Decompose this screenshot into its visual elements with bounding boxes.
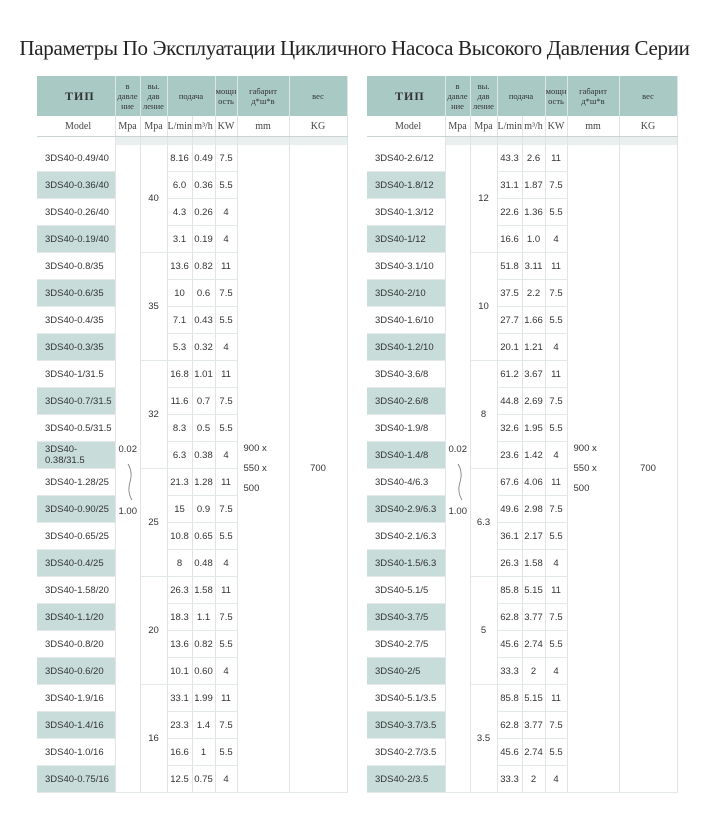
power-cell: 11 — [215, 577, 237, 604]
unit-mm: mm — [237, 116, 289, 137]
power-cell: 5.5 — [545, 523, 567, 550]
flow-m3h-cell: 0.19 — [192, 226, 215, 253]
outlet-pressure-cell: 10 — [470, 253, 497, 361]
inlet-pressure-cell — [115, 145, 140, 793]
power-cell: 7.5 — [215, 712, 237, 739]
col-header-power: мощн ость — [545, 76, 567, 116]
power-cell: 7.5 — [545, 496, 567, 523]
model-cell: 3DS40-0.38/31.5 — [37, 442, 115, 469]
model-cell: 3DS40-0.19/40 — [37, 226, 115, 253]
flow-m3h-cell: 2.17 — [522, 523, 545, 550]
flow-lmin-cell: 37.5 — [497, 280, 522, 307]
flow-m3h-cell: 1.1 — [192, 604, 215, 631]
flow-lmin-cell: 33.3 — [497, 658, 522, 685]
flow-m3h-cell: 0.26 — [192, 199, 215, 226]
model-cell: 3DS40-1/12 — [367, 226, 445, 253]
col-header-weight: вес — [289, 76, 347, 116]
flow-lmin-cell: 3.1 — [167, 226, 192, 253]
power-cell: 4 — [545, 334, 567, 361]
model-cell: 3DS40-3.1/10 — [367, 253, 445, 280]
dimensions-cell — [567, 145, 619, 793]
flow-m3h-cell: 0.38 — [192, 442, 215, 469]
flow-lmin-cell: 43.3 — [497, 145, 522, 172]
model-cell: 3DS40-5.1/5 — [367, 577, 445, 604]
flow-lmin-cell: 4.3 — [167, 199, 192, 226]
power-cell: 4 — [215, 442, 237, 469]
flow-m3h-cell: 0.36 — [192, 172, 215, 199]
flow-m3h-cell: 3.11 — [522, 253, 545, 280]
unit-mm: mm — [567, 116, 619, 137]
flow-m3h-cell: 5.15 — [522, 577, 545, 604]
model-cell: 3DS40-1.9/8 — [367, 415, 445, 442]
unit-row — [37, 116, 347, 137]
model-cell: 3DS40-1.4/8 — [367, 442, 445, 469]
col-header-inlet-pressure: в давле ние — [115, 76, 140, 116]
flow-lmin-cell: 36.1 — [497, 523, 522, 550]
power-cell: 4 — [215, 766, 237, 793]
flow-lmin-cell: 85.8 — [497, 577, 522, 604]
flow-lmin-cell: 26.3 — [497, 550, 522, 577]
pressure-min: 0.02 — [118, 443, 137, 455]
flow-lmin-cell: 45.6 — [497, 739, 522, 766]
power-cell: 7.5 — [545, 712, 567, 739]
flow-m3h-cell: 1.99 — [192, 685, 215, 712]
flow-lmin-cell: 18.3 — [167, 604, 192, 631]
power-cell: 5.5 — [215, 307, 237, 334]
flow-m3h-cell: 2 — [522, 658, 545, 685]
model-cell: 3DS40-1.5/6.3 — [367, 550, 445, 577]
model-cell: 3DS40-1.8/12 — [367, 172, 445, 199]
flow-m3h-cell: 4.06 — [522, 469, 545, 496]
col-header-weight: вес — [619, 76, 677, 116]
model-cell: 3DS40-1.4/16 — [37, 712, 115, 739]
flow-lmin-cell: 8.3 — [167, 415, 192, 442]
model-cell: 3DS40-0.4/25 — [37, 550, 115, 577]
power-cell: 4 — [545, 766, 567, 793]
model-cell: 3DS40-2.6/8 — [367, 388, 445, 415]
model-cell: 3DS40-1.28/25 — [37, 469, 115, 496]
power-cell: 11 — [545, 577, 567, 604]
unit-mpa: Mpa — [115, 116, 140, 137]
col-header-tip: ТИП — [367, 76, 445, 116]
power-cell: 4 — [215, 658, 237, 685]
flow-m3h-cell: 0.65 — [192, 523, 215, 550]
unit-model: Model — [367, 116, 445, 137]
flow-lmin-cell: 62.8 — [497, 604, 522, 631]
power-cell: 4 — [545, 658, 567, 685]
outlet-pressure-cell: 6.3 — [470, 469, 497, 577]
power-cell: 4 — [215, 334, 237, 361]
model-cell: 3DS40-0.6/35 — [37, 280, 115, 307]
range-brace-icon — [126, 462, 134, 502]
col-header-flow: подача — [167, 76, 215, 116]
pressure-max: 1.00 — [118, 505, 137, 517]
model-cell: 3DS40-0.4/35 — [37, 307, 115, 334]
power-cell: 4 — [215, 226, 237, 253]
flow-m3h-cell: 0.5 — [192, 415, 215, 442]
model-cell: 3DS40-1.6/10 — [367, 307, 445, 334]
unit-kg: KG — [289, 116, 347, 137]
outlet-pressure-cell: 5 — [470, 577, 497, 685]
flow-m3h-cell: 2.74 — [522, 631, 545, 658]
spacer-row — [367, 137, 677, 146]
model-cell: 3DS40-1.3/12 — [367, 199, 445, 226]
unit-mpa: Mpa — [445, 116, 470, 137]
model-cell: 3DS40-0.5/31.5 — [37, 415, 115, 442]
flow-lmin-cell: 20.1 — [497, 334, 522, 361]
table-row — [37, 145, 347, 172]
flow-m3h-cell: 3.77 — [522, 604, 545, 631]
unit-m3h: m³/h — [192, 116, 215, 137]
flow-lmin-cell: 44.8 — [497, 388, 522, 415]
flow-m3h-cell: 0.48 — [192, 550, 215, 577]
power-cell: 11 — [545, 253, 567, 280]
col-header-outlet-pressure: вы. дав ление — [140, 76, 167, 116]
unit-lmin: L/min — [497, 116, 522, 137]
weight-cell: 700 — [289, 145, 347, 793]
dimensions-line: 500 — [573, 482, 590, 494]
power-cell: 5.5 — [545, 739, 567, 766]
flow-m3h-cell: 0.82 — [192, 253, 215, 280]
col-header-dimensions: габарит д*ш*в — [567, 76, 619, 116]
flow-lmin-cell: 15 — [167, 496, 192, 523]
unit-kw: KW — [545, 116, 567, 137]
model-cell: 3DS40-0.8/35 — [37, 253, 115, 280]
power-cell: 7.5 — [545, 604, 567, 631]
flow-lmin-cell: 12.5 — [167, 766, 192, 793]
col-header-power: мощн ость — [215, 76, 237, 116]
power-cell: 5.5 — [215, 523, 237, 550]
outlet-pressure-cell: 40 — [140, 145, 167, 253]
col-header-inlet-pressure: в давле ние — [445, 76, 470, 116]
model-cell: 3DS40-0.36/40 — [37, 172, 115, 199]
flow-m3h-cell: 0.82 — [192, 631, 215, 658]
power-cell: 5.5 — [545, 631, 567, 658]
flow-lmin-cell: 85.8 — [497, 685, 522, 712]
model-cell: 3DS40-1.1/20 — [37, 604, 115, 631]
model-cell: 3DS40-0.75/16 — [37, 766, 115, 793]
flow-lmin-cell: 23.6 — [497, 442, 522, 469]
flow-m3h-cell: 1 — [192, 739, 215, 766]
model-cell: 3DS40-2/10 — [367, 280, 445, 307]
outlet-pressure-cell: 12 — [470, 145, 497, 253]
model-cell: 3DS40-5.1/3.5 — [367, 685, 445, 712]
power-cell: 5.5 — [215, 631, 237, 658]
flow-lmin-cell: 32.6 — [497, 415, 522, 442]
flow-lmin-cell: 8.16 — [167, 145, 192, 172]
flow-m3h-cell: 0.32 — [192, 334, 215, 361]
flow-lmin-cell: 62.8 — [497, 712, 522, 739]
power-cell: 11 — [545, 361, 567, 388]
dimensions-cell — [237, 145, 289, 793]
flow-m3h-cell: 1.01 — [192, 361, 215, 388]
flow-m3h-cell: 3.67 — [522, 361, 545, 388]
flow-lmin-cell: 6.0 — [167, 172, 192, 199]
outlet-pressure-cell: 8 — [470, 361, 497, 469]
range-brace-icon — [456, 462, 464, 502]
model-cell: 3DS40-0.49/40 — [37, 145, 115, 172]
flow-lmin-cell: 26.3 — [167, 577, 192, 604]
model-cell: 3DS40-2.9/6.3 — [367, 496, 445, 523]
power-cell: 5.5 — [215, 739, 237, 766]
col-header-dimensions: габарит д*ш*в — [237, 76, 289, 116]
dimensions-line: 550 x — [573, 462, 597, 474]
unit-row — [367, 116, 677, 137]
power-cell: 11 — [215, 361, 237, 388]
model-cell: 3DS40-3.7/3.5 — [367, 712, 445, 739]
power-cell: 7.5 — [215, 496, 237, 523]
flow-lmin-cell: 13.6 — [167, 631, 192, 658]
model-cell: 3DS40-1.58/20 — [37, 577, 115, 604]
model-cell: 3DS40-3.7/5 — [367, 604, 445, 631]
unit-kw: KW — [215, 116, 237, 137]
unit-mpa: Mpa — [140, 116, 167, 137]
flow-lmin-cell: 8 — [167, 550, 192, 577]
power-cell: 7.5 — [215, 145, 237, 172]
dimensions-line: 900 x — [243, 442, 267, 454]
flow-m3h-cell: 1.36 — [522, 199, 545, 226]
flow-lmin-cell: 67.6 — [497, 469, 522, 496]
outlet-pressure-cell: 20 — [140, 577, 167, 685]
spec-table — [367, 76, 678, 793]
flow-m3h-cell: 1.42 — [522, 442, 545, 469]
col-header-outlet-pressure: вы. дав ление — [470, 76, 497, 116]
flow-m3h-cell: 3.77 — [522, 712, 545, 739]
power-cell: 11 — [215, 253, 237, 280]
flow-lmin-cell: 49.6 — [497, 496, 522, 523]
flow-lmin-cell: 23.3 — [167, 712, 192, 739]
power-cell: 7.5 — [215, 280, 237, 307]
power-cell: 4 — [215, 199, 237, 226]
flow-lmin-cell: 51.8 — [497, 253, 522, 280]
outlet-pressure-cell: 25 — [140, 469, 167, 577]
flow-m3h-cell: 0.49 — [192, 145, 215, 172]
flow-lmin-cell: 27.7 — [497, 307, 522, 334]
flow-lmin-cell: 5.3 — [167, 334, 192, 361]
flow-lmin-cell: 10.1 — [167, 658, 192, 685]
flow-lmin-cell: 11.6 — [167, 388, 192, 415]
flow-m3h-cell: 2.6 — [522, 145, 545, 172]
model-cell: 3DS40-2/5 — [367, 658, 445, 685]
model-cell: 3DS40-2.6/12 — [367, 145, 445, 172]
model-cell: 3DS40-0.26/40 — [37, 199, 115, 226]
model-cell: 3DS40-0.7/31.5 — [37, 388, 115, 415]
flow-m3h-cell: 0.7 — [192, 388, 215, 415]
power-cell: 11 — [545, 145, 567, 172]
model-cell: 3DS40-2/3.5 — [367, 766, 445, 793]
flow-lmin-cell: 21.3 — [167, 469, 192, 496]
flow-lmin-cell: 45.6 — [497, 631, 522, 658]
header-row — [37, 76, 347, 116]
power-cell: 4 — [545, 442, 567, 469]
power-cell: 4 — [545, 550, 567, 577]
power-cell: 7.5 — [545, 388, 567, 415]
unit-kg: KG — [619, 116, 677, 137]
outlet-pressure-cell: 16 — [140, 685, 167, 793]
power-cell: 5.5 — [545, 415, 567, 442]
flow-m3h-cell: 1.4 — [192, 712, 215, 739]
pressure-min: 0.02 — [448, 443, 467, 455]
flow-lmin-cell: 16.6 — [497, 226, 522, 253]
flow-m3h-cell: 0.60 — [192, 658, 215, 685]
flow-m3h-cell: 2.69 — [522, 388, 545, 415]
flow-m3h-cell: 1.87 — [522, 172, 545, 199]
right-spec-table — [367, 76, 677, 793]
unit-model: Model — [37, 116, 115, 137]
flow-m3h-cell: 1.95 — [522, 415, 545, 442]
col-header-tip: ТИП — [37, 76, 115, 116]
power-cell: 4 — [545, 226, 567, 253]
flow-m3h-cell: 2.2 — [522, 280, 545, 307]
col-header-flow: подача — [497, 76, 545, 116]
power-cell: 7.5 — [215, 604, 237, 631]
model-cell: 3DS40-1.2/10 — [367, 334, 445, 361]
outlet-pressure-cell: 3.5 — [470, 685, 497, 793]
pressure-max: 1.00 — [448, 505, 467, 517]
unit-lmin: L/min — [167, 116, 192, 137]
table-row — [367, 145, 677, 172]
dimensions-line: 500 — [243, 482, 260, 494]
model-cell: 3DS40-2.1/6.3 — [367, 523, 445, 550]
model-cell: 3DS40-1.9/16 — [37, 685, 115, 712]
flow-m3h-cell: 2 — [522, 766, 545, 793]
power-cell: 5.5 — [215, 172, 237, 199]
flow-lmin-cell: 16.8 — [167, 361, 192, 388]
model-cell: 3DS40-0.6/20 — [37, 658, 115, 685]
flow-m3h-cell: 1.0 — [522, 226, 545, 253]
flow-m3h-cell: 1.66 — [522, 307, 545, 334]
flow-lmin-cell: 10.8 — [167, 523, 192, 550]
flow-lmin-cell: 33.3 — [497, 766, 522, 793]
spacer-row — [37, 137, 347, 146]
dimensions-line: 900 x — [573, 442, 597, 454]
model-cell: 3DS40-3.6/8 — [367, 361, 445, 388]
flow-lmin-cell: 16.6 — [167, 739, 192, 766]
model-cell: 3DS40-0.3/35 — [37, 334, 115, 361]
flow-m3h-cell: 1.21 — [522, 334, 545, 361]
flow-m3h-cell: 2.98 — [522, 496, 545, 523]
outlet-pressure-cell: 32 — [140, 361, 167, 469]
model-cell: 3DS40-0.65/25 — [37, 523, 115, 550]
model-cell: 3DS40-2.7/3.5 — [367, 739, 445, 766]
flow-lmin-cell: 33.1 — [167, 685, 192, 712]
flow-lmin-cell: 61.2 — [497, 361, 522, 388]
flow-lmin-cell: 22.6 — [497, 199, 522, 226]
model-cell: 3DS40-4/6.3 — [367, 469, 445, 496]
flow-lmin-cell: 7.1 — [167, 307, 192, 334]
page-title: Параметры По Эксплуатации Цикличного Насоса Высокого Давления Серии — [19, 36, 690, 60]
power-cell: 7.5 — [545, 172, 567, 199]
outlet-pressure-cell: 35 — [140, 253, 167, 361]
power-cell: 5.5 — [545, 307, 567, 334]
model-cell: 3DS40-1.0/16 — [37, 739, 115, 766]
flow-m3h-cell: 0.6 — [192, 280, 215, 307]
power-cell: 11 — [545, 469, 567, 496]
flow-m3h-cell: 1.28 — [192, 469, 215, 496]
power-cell: 5.5 — [545, 199, 567, 226]
flow-m3h-cell: 0.43 — [192, 307, 215, 334]
flow-lmin-cell: 6.3 — [167, 442, 192, 469]
spec-table — [37, 76, 348, 793]
power-cell: 11 — [215, 685, 237, 712]
power-cell: 7.5 — [545, 280, 567, 307]
flow-m3h-cell: 0.9 — [192, 496, 215, 523]
power-cell: 7.5 — [215, 388, 237, 415]
dimensions-line: 550 x — [243, 462, 267, 474]
power-cell: 11 — [545, 685, 567, 712]
header-row — [367, 76, 677, 116]
model-cell: 3DS40-1/31.5 — [37, 361, 115, 388]
left-spec-table — [37, 76, 347, 793]
flow-m3h-cell: 2.74 — [522, 739, 545, 766]
flow-m3h-cell: 1.58 — [522, 550, 545, 577]
flow-m3h-cell: 1.58 — [192, 577, 215, 604]
unit-mpa: Mpa — [470, 116, 497, 137]
model-cell: 3DS40-0.8/20 — [37, 631, 115, 658]
flow-m3h-cell: 5.15 — [522, 685, 545, 712]
inlet-pressure-cell — [445, 145, 470, 793]
power-cell: 5.5 — [215, 415, 237, 442]
flow-m3h-cell: 0.75 — [192, 766, 215, 793]
unit-m3h: m³/h — [522, 116, 545, 137]
flow-lmin-cell: 13.6 — [167, 253, 192, 280]
model-cell: 3DS40-0.90/25 — [37, 496, 115, 523]
flow-lmin-cell: 31.1 — [497, 172, 522, 199]
power-cell: 11 — [215, 469, 237, 496]
model-cell: 3DS40-2.7/5 — [367, 631, 445, 658]
power-cell: 4 — [215, 550, 237, 577]
flow-lmin-cell: 10 — [167, 280, 192, 307]
weight-cell: 700 — [619, 145, 677, 793]
